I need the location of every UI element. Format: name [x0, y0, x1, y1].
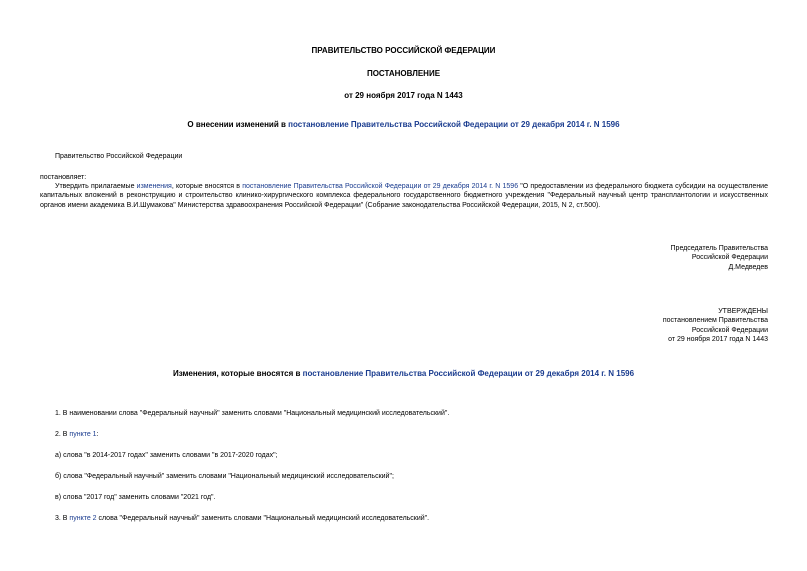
changes-title-prefix: Изменения, которые вносятся в — [172, 369, 303, 378]
decrees-text: постановляет: — [40, 174, 87, 181]
approved-title: УТВЕРЖДЕНЫ — [718, 308, 768, 315]
change-item-2a: а) слова "в 2014-2017 годах" заменить словами "в 2017-2020 годах"; — [55, 452, 278, 459]
signature-country: Российской Федерации — [691, 254, 768, 262]
amended-decree-link[interactable]: постановление Правительства Российской Федерации от 29 декабря 2014 г. N 1596 — [288, 120, 620, 129]
document-title-prefix: О внесении изменений в — [187, 120, 289, 129]
government-heading: ПРАВИТЕЛЬСТВО РОССИЙСКОЙ ФЕДЕРАЦИИ — [311, 46, 496, 55]
change-item-2-suffix: : — [96, 431, 99, 438]
changes-title — [0, 369, 807, 380]
changes-link[interactable]: изменения — [136, 183, 172, 190]
change-item-2b: б) слова "Федеральный научный" заменить словами "Национальный медицинский исследовательский"; — [55, 473, 394, 480]
doc-type-heading: ПОСТАНОВЛЕНИЕ — [366, 69, 441, 78]
change-item-3-suffix: слова "Федеральный научный" заменить словами "Национальный медицинский исследовательский". — [96, 515, 430, 522]
point-1-link[interactable]: пункте 1 — [69, 431, 97, 438]
paragraph-start: Утвердить прилагаемые — [55, 183, 137, 190]
approved-date: от 29 ноября 2017 года N 1443 — [668, 336, 768, 344]
doc-date-number: от 29 ноября 2017 года N 1443 — [344, 91, 463, 100]
paragraph-end: "О предоставлении из федерального бюджета субсидии на осуществление капитальных вложений в реконструкцию и строительство клинико-хирургического комплекса федерального государственного бюджетного учреждения "Федеральный научный центр трансплантологии и искусственных органов имени академика В.И.Шумакова" Министерства здравоохранения Российской Федерации" (Собрание законодательства Российской Федерации, 2015, N 2, ст.500). — [40, 183, 768, 209]
paragraph-mid: , которые вносятся в — [171, 183, 243, 190]
approved-country: Российской Федерации — [691, 326, 768, 334]
decree-1596-link[interactable]: постановление Правительства Российской Федерации от 29 декабря 2014 г. N 1596 — [242, 183, 519, 190]
approved-by: постановлением Правительства — [662, 317, 768, 325]
document-title — [0, 120, 807, 131]
issuer-text: Правительство Российской Федерации — [55, 153, 183, 160]
signature-block — [468, 244, 768, 272]
signature-name: Д.Медведев — [728, 263, 768, 271]
main-paragraph — [40, 182, 768, 210]
change-item-2-prefix: 2. В — [55, 431, 70, 438]
change-item-3-prefix: 3. В — [55, 515, 70, 522]
change-item-2 — [55, 430, 99, 439]
change-item-2c: в) слова "2017 год" заменить словами "2021 год". — [55, 494, 216, 501]
signature-position: Председатель Правительства — [670, 245, 768, 252]
change-item-1: 1. В наименовании слова "Федеральный научный" заменить словами "Национальный медицинский исследовательский". — [55, 410, 450, 417]
approved-block — [468, 307, 768, 345]
point-2-link[interactable]: пункте 2 — [69, 515, 97, 522]
changes-decree-link[interactable]: постановление Правительства Российской Федерации от 29 декабря 2014 г. N 1596 — [302, 369, 635, 378]
change-item-3 — [55, 514, 429, 523]
